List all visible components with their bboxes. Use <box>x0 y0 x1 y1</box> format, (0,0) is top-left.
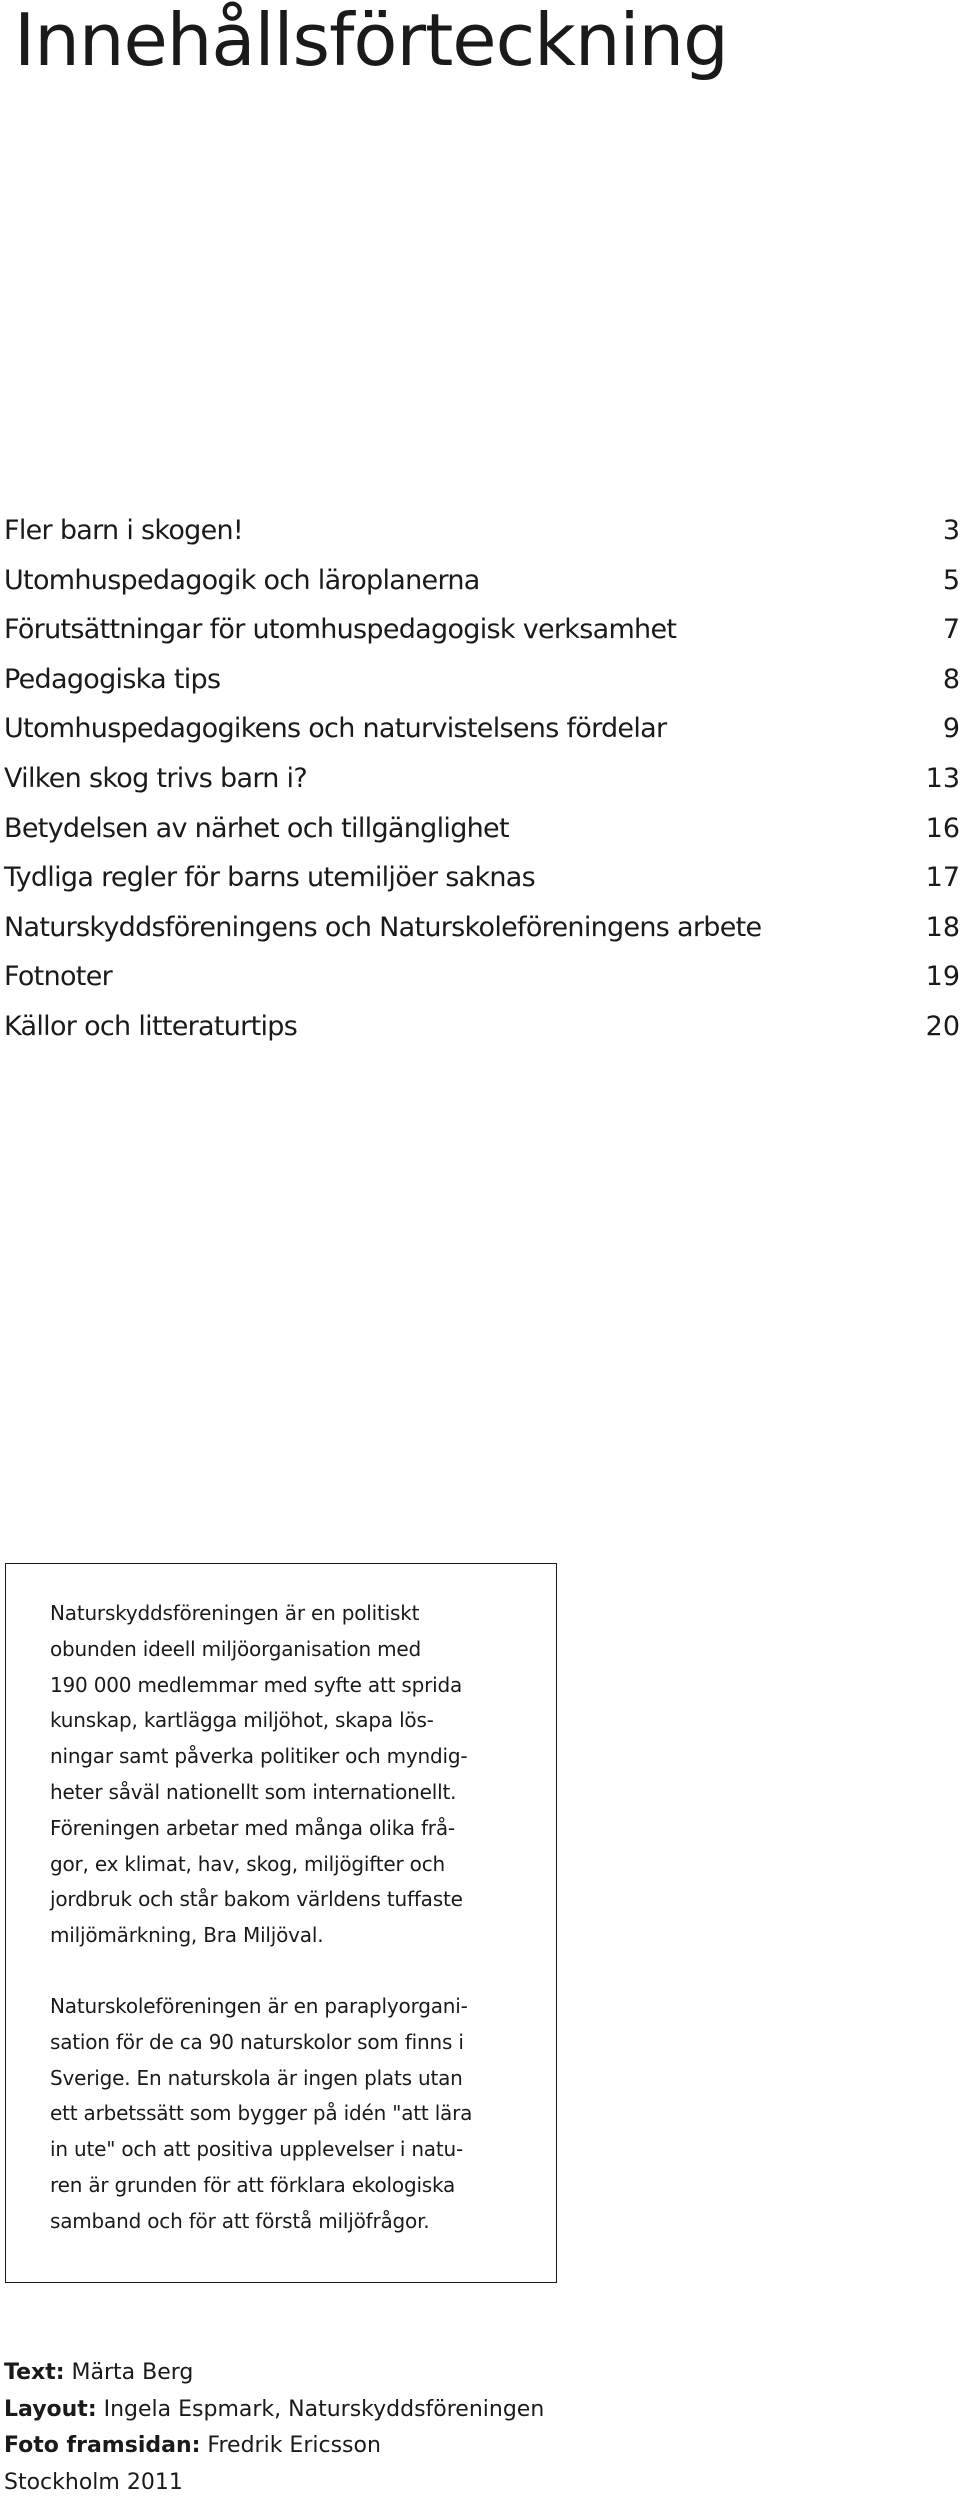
credit-text-label: Text: <box>4 2360 65 2385</box>
credit-place-year: Stockholm 2011 <box>4 2469 183 2495</box>
toc-entry-label: Vilken skog trivs barn i? <box>4 762 307 794</box>
info-text-line: jordbruk och står bakom världens tuffaste <box>50 1887 463 1912</box>
toc-entry-page: 17 <box>925 862 960 894</box>
table-of-contents <box>0 506 960 1052</box>
info-text-line: Naturskoleföreningen är en paraplyorgani- <box>50 1993 468 2018</box>
info-text-line: ningar samt påverka politiker och myndig- <box>50 1744 468 1769</box>
page-title: Innehållsförteckning <box>14 0 728 82</box>
info-text-line: ett arbetssätt som bygger på idén "att lära <box>50 2101 473 2126</box>
toc-entry[interactable] <box>0 903 960 953</box>
info-text-line: heter såväl nationellt som internationellt. <box>50 1779 457 1804</box>
toc-entry[interactable] <box>0 1002 960 1052</box>
toc-entry-page: 5 <box>942 564 960 596</box>
toc-entry-page: 3 <box>942 515 960 546</box>
credit-photo-value: Fredrik Ericsson <box>207 2433 381 2458</box>
info-text-line: Sverige. En naturskola är ingen plats utan <box>50 2065 463 2090</box>
toc-entry-label: Tydliga regler för barns utemiljöer saknas <box>4 862 536 894</box>
toc-entry[interactable] <box>0 754 960 804</box>
toc-entry-page: 7 <box>942 614 960 646</box>
credit-photo <box>4 2428 544 2465</box>
credits <box>4 2355 544 2501</box>
toc-entry-label: Naturskyddsföreningens och Naturskoleföreningens arbete <box>4 911 762 943</box>
toc-entry-label: Utomhuspedagogik och läroplanerna <box>4 564 480 596</box>
toc-entry-label: Pedagogiska tips <box>4 663 221 695</box>
credit-layout-value: Ingela Espmark, Naturskyddsföreningen <box>103 2396 545 2422</box>
toc-entry[interactable] <box>0 804 960 854</box>
toc-entry-label: Källor och litteraturtips <box>4 1010 298 1042</box>
toc-entry-label: Utomhuspedagogikens och naturvistelsens fördelar <box>4 713 667 745</box>
credit-layout <box>4 2392 544 2429</box>
info-text-line: Föreningen arbetar med många olika frå- <box>50 1815 455 1840</box>
credit-photo-label: Foto framsidan: <box>4 2433 201 2458</box>
toc-entry[interactable] <box>0 605 960 655</box>
organization-info-box <box>5 1563 557 2283</box>
toc-entry-label: Fotnoter <box>4 961 113 993</box>
toc-entry[interactable] <box>0 853 960 903</box>
toc-entry[interactable] <box>0 506 960 556</box>
naturskyddsforeningen-paragraph <box>50 1596 556 1954</box>
toc-entry[interactable] <box>0 704 960 754</box>
info-text-line: ren är grunden för att förklara ekologiska <box>50 2172 456 2197</box>
naturskoleforeningen-paragraph <box>50 1989 556 2240</box>
info-text-line: in ute" och att positiva upplevelser i natu- <box>50 2137 463 2162</box>
toc-entry-label: Fler barn i skogen! <box>4 515 244 546</box>
info-text-line: samband och för att förstå miljöfrågor. <box>50 2208 430 2233</box>
info-text-line: gor, ex klimat, hav, skog, miljögifter och <box>50 1851 445 1876</box>
toc-entry[interactable] <box>0 556 960 606</box>
toc-entry-page: 20 <box>925 1010 960 1042</box>
toc-entry[interactable] <box>0 952 960 1002</box>
info-text-line: Naturskyddsföreningen är en politiskt <box>50 1601 420 1625</box>
toc-entry-page: 16 <box>925 812 960 844</box>
toc-entry[interactable] <box>0 655 960 705</box>
credit-layout-label: Layout: <box>4 2396 97 2422</box>
info-text-line: kunskap, kartlägga miljöhot, skapa lös- <box>50 1708 434 1733</box>
credit-text <box>4 2355 544 2392</box>
credit-text-value: Märta Berg <box>71 2360 194 2385</box>
toc-entry-page: 8 <box>942 663 960 695</box>
info-text-line: sation för de ca 90 naturskolor som finns i <box>50 2029 464 2054</box>
info-text-line: obunden ideell miljöorganisation med <box>50 1636 421 1661</box>
info-text-line: 190 000 medlemmar med syfte att sprida <box>50 1672 463 1697</box>
info-text-line: miljömärkning, Bra Miljöval. <box>50 1923 324 1948</box>
toc-entry-label: Betydelsen av närhet och tillgänglighet <box>4 812 509 844</box>
toc-entry-page: 18 <box>925 911 960 943</box>
toc-entry-page: 19 <box>925 961 960 993</box>
toc-entry-page: 9 <box>942 713 960 745</box>
toc-entry-page: 13 <box>925 762 960 794</box>
toc-entry-label: Förutsättningar för utomhuspedagogisk verksamhet <box>4 614 677 646</box>
